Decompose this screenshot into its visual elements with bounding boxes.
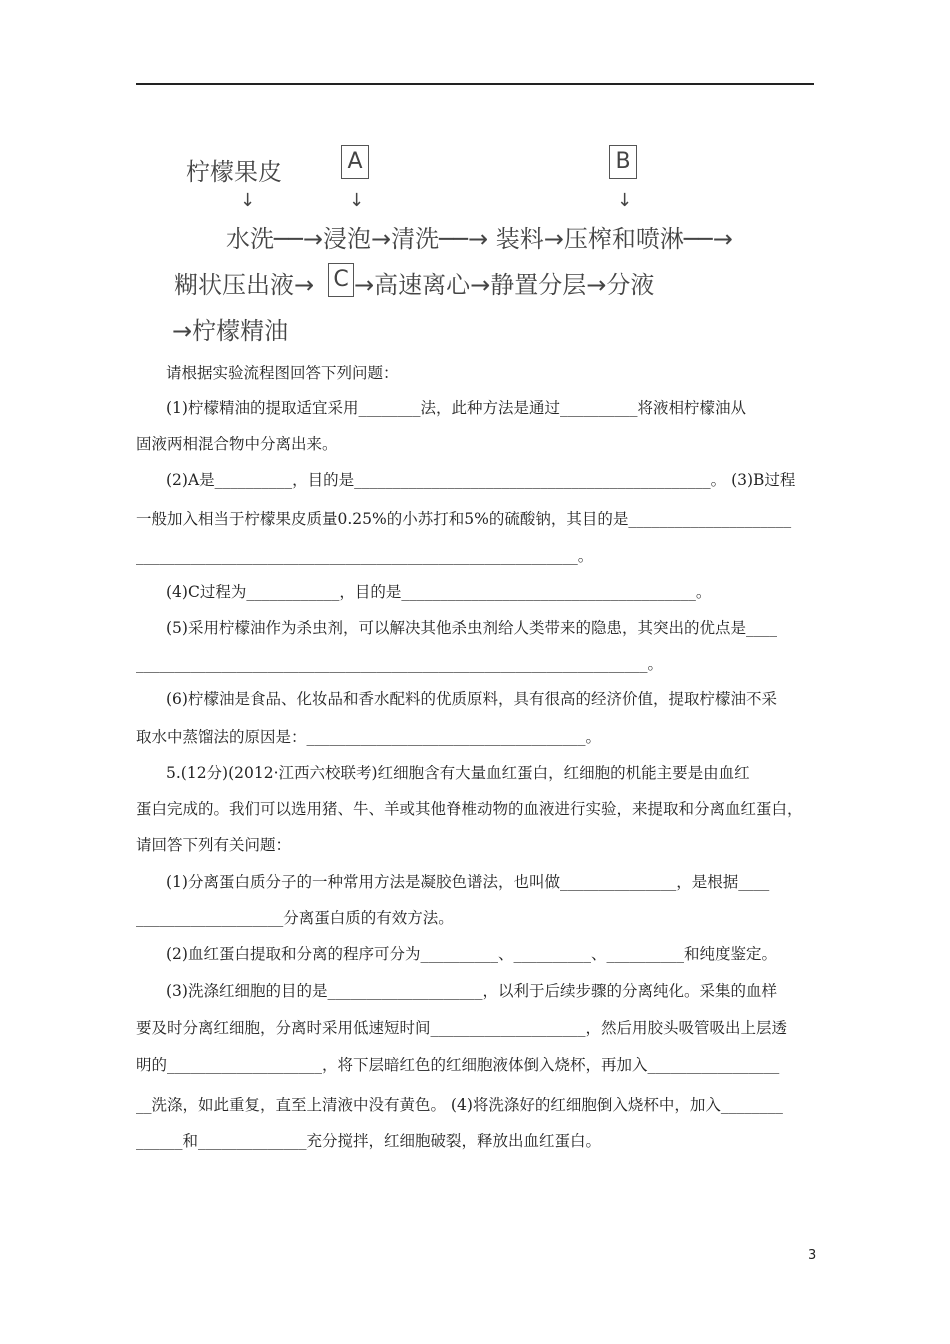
text-line: (6)柠檬油是食品、化妆品和香水配料的优质原料，具有很高的经济价值，提取柠檬油不采 xyxy=(166,690,777,708)
flow-source: 柠檬果皮 xyxy=(186,158,282,186)
text-line: __________________________________________________________________。 xyxy=(136,655,664,673)
text-line: 请根据实验流程图回答下列问题： xyxy=(166,364,399,382)
text-line: 取水中蒸馏法的原因是：____________________________________。 xyxy=(136,728,602,746)
text-line: (2)A是__________，目的是______________________________________________。 (3)B过程 xyxy=(166,471,796,489)
text-line: _________________________________________________________。 xyxy=(136,547,594,565)
text-line: 请回答下列有关问题： xyxy=(136,836,292,854)
flow-row-2b: →高速离心→静置分层→分液 xyxy=(354,271,655,299)
box-a: A xyxy=(341,145,369,179)
text-line: 要及时分离红细胞，分离时采用低速短时间____________________，然后用胶头吸管吸出上层透 xyxy=(136,1019,788,1037)
arrow-down-icon: ↓ xyxy=(349,190,365,211)
header-rule xyxy=(136,83,814,85)
text-line: (3)洗涤红细胞的目的是____________________，以利于后续步骤的分离纯化。采集的血样 xyxy=(166,982,777,1000)
text-line: 5.(12分)(2012·江西六校联考)红细胞含有大量血红蛋白，红细胞的机能主要是由血红 xyxy=(166,764,750,782)
page-number: 3 xyxy=(808,1248,817,1263)
flow-row-2a: 糊状压出液→ xyxy=(174,271,315,299)
text-line: 一般加入相当于柠檬果皮质量0.25%的小苏打和5%的硫酸钠，其目的是_____________________ xyxy=(136,510,792,528)
flow-row-3: →柠檬精油 xyxy=(172,317,289,345)
flow-row-1: 水洗──→浸泡→清洗──→ 装料→压榨和喷淋──→ xyxy=(226,225,733,253)
text-line: (1)柠檬精油的提取适宜采用________法，此种方法是通过__________将液相柠檬油从 xyxy=(166,399,746,417)
text-line: __洗涤，如此重复，直至上清液中没有黄色。 (4)将洗涤好的红细胞倒入烧杯中，加入________ xyxy=(136,1096,783,1114)
box-c: C xyxy=(328,263,354,297)
text-line: (2)血红蛋白提取和分离的程序可分为__________、__________、__________和纯度鉴定。 xyxy=(166,945,777,963)
text-line: ___________________分离蛋白质的有效方法。 xyxy=(136,909,454,927)
text-line: (1)分离蛋白质分子的一种常用方法是凝胶色谱法，也叫做_______________，是根据____ xyxy=(166,873,770,891)
text-line: (4)C过程为____________，目的是______________________________________。 xyxy=(166,583,712,601)
text-line: 蛋白完成的。我们可以选用猪、牛、羊或其他脊椎动物的血液进行实验，来提取和分离血红蛋白， xyxy=(136,800,803,818)
text-line: 明的____________________，将下层暗红色的红细胞液体倒入烧杯，再加入_________________ xyxy=(136,1056,780,1074)
text-line: ______和______________充分搅拌，红细胞破裂，释放出血红蛋白。 xyxy=(136,1132,602,1150)
arrow-down-icon: ↓ xyxy=(240,190,256,211)
text-line: 固液两相混合物中分离出来。 xyxy=(136,435,338,453)
box-b: B xyxy=(609,145,637,179)
text-line: (5)采用柠檬油作为杀虫剂，可以解决其他杀虫剂给人类带来的隐患，其突出的优点是____ xyxy=(166,619,777,637)
arrow-down-icon: ↓ xyxy=(617,190,633,211)
